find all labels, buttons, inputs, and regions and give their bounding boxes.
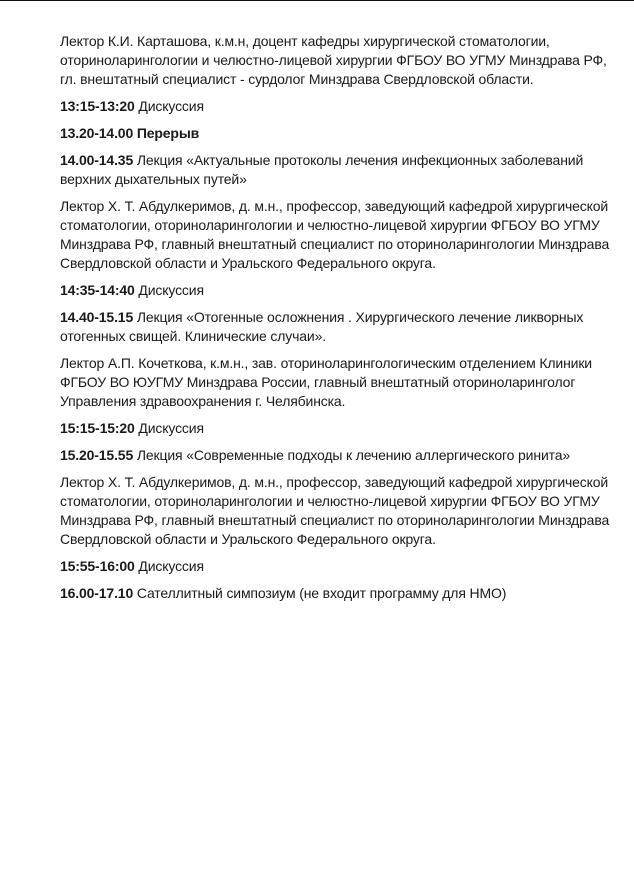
schedule-item-lecture bbox=[60, 151, 610, 189]
item-title: Перерыв bbox=[136, 125, 200, 141]
item-title: Дискуссия bbox=[138, 282, 204, 298]
item-title: Лекция «Современные подходы к лечению аллергического ринита» bbox=[136, 447, 570, 463]
time-range: 14.40-15.15 bbox=[60, 309, 134, 325]
schedule-item-discussion bbox=[60, 281, 610, 300]
item-title: Дискуссия bbox=[138, 98, 204, 114]
schedule-item-lecture bbox=[60, 308, 610, 346]
schedule-item-break bbox=[60, 124, 610, 143]
lecturer-info bbox=[60, 32, 610, 89]
time-range: 14.00-14.35 bbox=[60, 152, 134, 168]
schedule-item-symposium bbox=[60, 584, 610, 603]
lecturer-info bbox=[60, 197, 610, 273]
top-border-line bbox=[0, 0, 634, 1]
time-range: 13.20-14.00 bbox=[60, 125, 134, 141]
item-title: Лекция «Отогенные осложнения . Хирургического лечение ликворных отогенных свищей. Клинические случаи». bbox=[60, 309, 584, 344]
item-title: Лекция «Актуальные протоколы лечения инфекционных заболеваний верхних дыхательных путей» bbox=[60, 152, 584, 187]
time-range: 16.00-17.10 bbox=[60, 585, 134, 601]
time-range: 15.20-15.55 bbox=[60, 447, 134, 463]
lecturer-info bbox=[60, 473, 610, 549]
time-range: 15:15-15:20 bbox=[60, 420, 135, 436]
schedule-item-discussion bbox=[60, 419, 610, 438]
lecturer-text: Лектор К.И. Карташова, к.м.н, доцент кафедры хирургической стоматологии, оториноларингологии и челюстно-лицевой хирургии ФГБОУ ВО УГМУ Минздрава РФ, гл. внештатный специалист - сурдолог Минздрава Свердловской области. bbox=[60, 33, 607, 87]
item-title: Дискуссия bbox=[138, 558, 204, 574]
lecturer-text: Лектор А.П. Кочеткова, к.м.н., зав. оториноларингологическим отделением Клиники ФГБОУ ВО ЮУГМУ Минздрава России, главный внештатный оториноларинголог Управления здравоохранения г. Челябинска. bbox=[60, 355, 592, 409]
time-range: 15:55-16:00 bbox=[60, 558, 135, 574]
schedule-item-discussion bbox=[60, 557, 610, 576]
schedule-item-discussion bbox=[60, 97, 610, 116]
lecturer-text: Лектор Х. Т. Абдулкеримов, д. м.н., профессор, заведующий кафедрой хирургической стоматологии, оториноларингологии и челюстно-лицевой хирургии ФГБОУ ВО УГМУ Минздрава РФ, главный внештатный специалист по оториноларингологии Минздрава Свердловской области и Уральского Федерального округа. bbox=[60, 198, 610, 271]
schedule-item-lecture bbox=[60, 446, 610, 465]
item-title: Дискуссия bbox=[138, 420, 204, 436]
lecturer-info bbox=[60, 354, 610, 411]
lecturer-text: Лектор Х. Т. Абдулкеримов, д. м.н., профессор, заведующий кафедрой хирургической стоматологии, оториноларингологии и челюстно-лицевой хирургии ФГБОУ ВО УГМУ Минздрава РФ, главный внештатный специалист по оториноларингологии Минздрава Свердловской области и Уральского Федерального округа. bbox=[60, 474, 610, 547]
time-range: 13:15-13:20 bbox=[60, 98, 135, 114]
program-page bbox=[60, 32, 610, 611]
item-title: Сателлитный симпозиум (не входит программу для НМО) bbox=[136, 585, 507, 601]
time-range: 14:35-14:40 bbox=[60, 282, 135, 298]
